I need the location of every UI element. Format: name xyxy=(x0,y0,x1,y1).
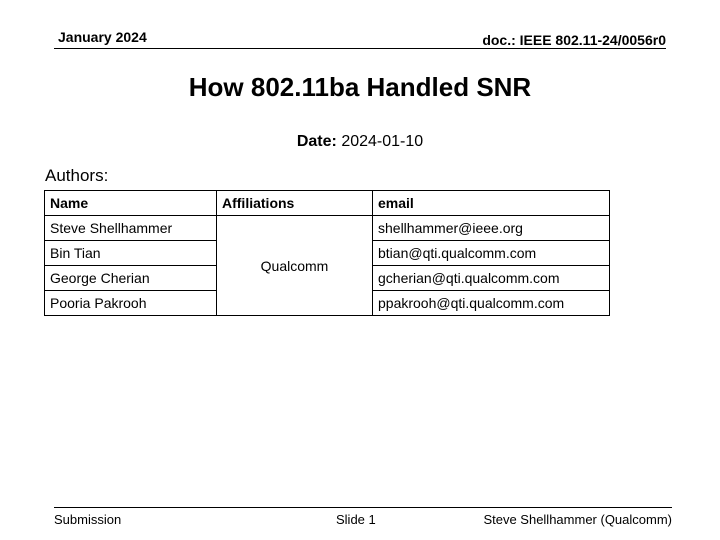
header-divider xyxy=(54,48,666,49)
footer-author: Steve Shellhammer (Qualcomm) xyxy=(483,512,672,527)
author-affiliation: Qualcomm xyxy=(217,216,373,316)
author-name: Bin Tian xyxy=(45,241,217,266)
column-header-email: email xyxy=(373,191,610,216)
authors-label: Authors: xyxy=(45,166,109,185)
author-name: George Cherian xyxy=(45,266,217,291)
header-doc-id: doc.: IEEE 802.11-24/0056r0 xyxy=(482,32,666,48)
authors-table xyxy=(44,190,610,316)
column-header-name: Name xyxy=(45,191,217,216)
column-header-affiliations: Affiliations xyxy=(217,191,373,216)
author-email: ppakrooh@qti.qualcomm.com xyxy=(373,291,610,316)
date-label: Date: xyxy=(296,133,337,150)
author-email: gcherian@qti.qualcomm.com xyxy=(373,266,610,291)
table-row xyxy=(45,216,610,241)
author-email: btian@qti.qualcomm.com xyxy=(373,241,610,266)
footer-submission: Submission xyxy=(54,512,122,527)
slide-date xyxy=(0,133,720,151)
author-name: Pooria Pakrooh xyxy=(45,291,217,316)
author-email: shellhammer@ieee.org xyxy=(373,216,610,241)
date-value: 2024-01-10 xyxy=(341,133,424,150)
footer-slide-number: Slide 1 xyxy=(336,512,376,527)
author-name: Steve Shellhammer xyxy=(45,216,217,241)
slide-title: How 802.11ba Handled SNR xyxy=(188,72,532,102)
footer-divider xyxy=(54,507,672,508)
header-date: January 2024 xyxy=(58,29,147,45)
table-header-row xyxy=(45,191,610,216)
